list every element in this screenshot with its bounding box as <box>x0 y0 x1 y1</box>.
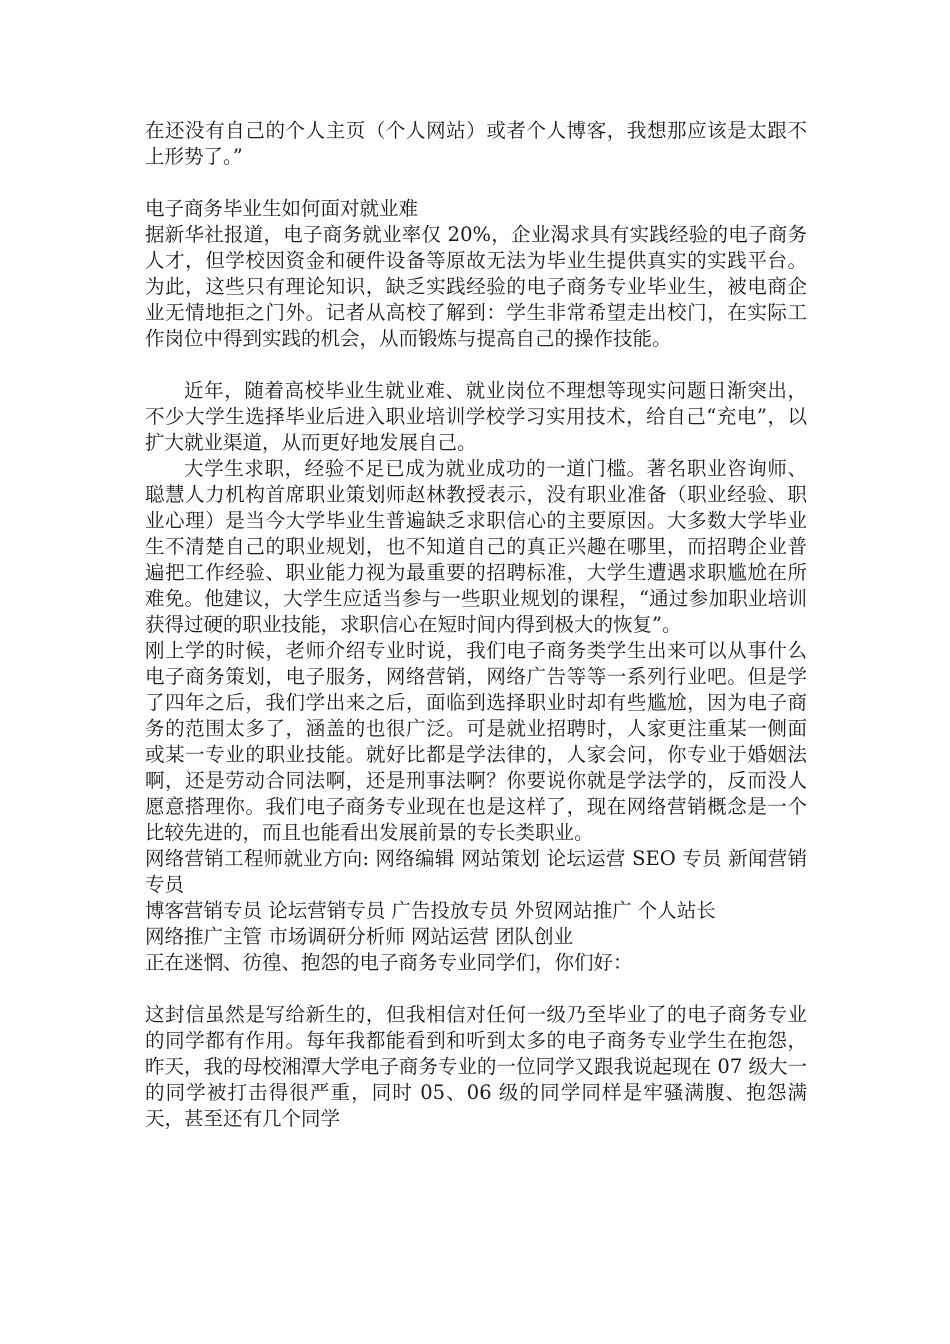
paragraph-personal-story: 刚上学的时候，老师介绍专业时说，我们电子商务类学生出来可以从事什么电子商务策划，电子服务，网络营销，网络广告等等一系列行业吧。但是学了四年之后，我们学出来之后，面临到选择职业时却有些尴尬，因为电子商务的范围太多了，涵盖的也很广泛。可是就业招聘时，人家更注重某一侧面或某一专业的职业技能。就好比都是学法律的，人家会问，你专业于婚姻法啊，还是劳动合同法啊，还是刑事法啊？你要说你就是学法学的，反而没人愿意搭理你。我们电子商务专业现在也是这样了，现在网络营销概念是一个比较先进的，而且也能看出发展前景的专长类职业。 <box>145 639 807 844</box>
paragraph-job-experience: 大学生求职，经验不足已成为就业成功的一道门槛。著名职业咨询师、聪慧人力机构首席职业策划师赵林教授表示，没有职业准备（职业经验、职业心理）是当今大学毕业生普遍缺乏求职信心的主要原因。大多数大学毕业生不清楚自己的职业规划，也不知道自己的真正兴趣在哪里，而招聘企业普遍把工作经验、职业能力视为最重要的招聘标准，大学生遭遇求职尴尬在所难免。他建议，大学生应适当参与一些职业规划的课程，“通过参加职业培训获得过硬的职业技能，求职信心在短时间内得到极大的恢复”。 <box>145 457 807 636</box>
career-directions-line-3: 网络推广主管 市场调研分析师 网站运营 团队创业 <box>145 925 574 948</box>
letter-greeting: 正在迷惘、彷徨、抱怨的电子商务专业同学们，你们好： <box>145 951 633 974</box>
blank-line <box>145 170 807 196</box>
blank-line <box>145 352 807 378</box>
section-heading: 电子商务毕业生如何面对就业难 <box>145 197 419 220</box>
career-directions-line-2: 博客营销专员 论坛营销专员 广告投放专员 外贸网站推广 个人站长 <box>145 899 716 922</box>
blank-line <box>145 976 807 1002</box>
paragraph-news-report: 据新华社报道，电子商务就业率仅 20%，企业渴求具有实践经验的电子商务人才，但学校因资金和硬件设备等原故无法为毕业生提供真实的实践平台。为此，这些只有理论知识，缺乏实践经验的电子商务专业毕业生，被电商企业无情地拒之门外。记者从高校了解到：学生非常希望走出校门，在实际工作岗位中得到实践的机会，从而锻炼与提高自己的操作技能。 <box>145 223 807 350</box>
paragraph-letter-body: 这封信虽然是写给新生的，但我相信对任何一级乃至毕业了的电子商务专业的同学都有作用。每年我都能看到和听到太多的电子商务专业学生在抱怨，昨天，我的母校湘潭大学电子商务专业的一位同学又跟我说起现在 07 级大一的同学被打击得很严重，同时 05、06 级的同学同样是牢骚满腹、抱怨满天，甚至还有几个同学 <box>145 1003 807 1130</box>
document-body <box>145 118 807 1132</box>
paragraph-intro-end: 在还没有自己的个人主页（个人网站）或者个人博客，我想那应该是太跟不上形势了。” <box>145 119 807 168</box>
paragraph-recent-years: 近年，随着高校毕业生就业难、就业岗位不理想等现实问题日渐突出，不少大学生选择毕业后进入职业培训学校学习实用技术，给自己“充电”，以扩大就业渠道，从而更好地发展自己。 <box>145 379 807 454</box>
career-directions-line-1: 网络营销工程师就业方向: 网络编辑 网站策划 论坛运营 SEO 专员 新闻营销专员 <box>145 847 807 896</box>
